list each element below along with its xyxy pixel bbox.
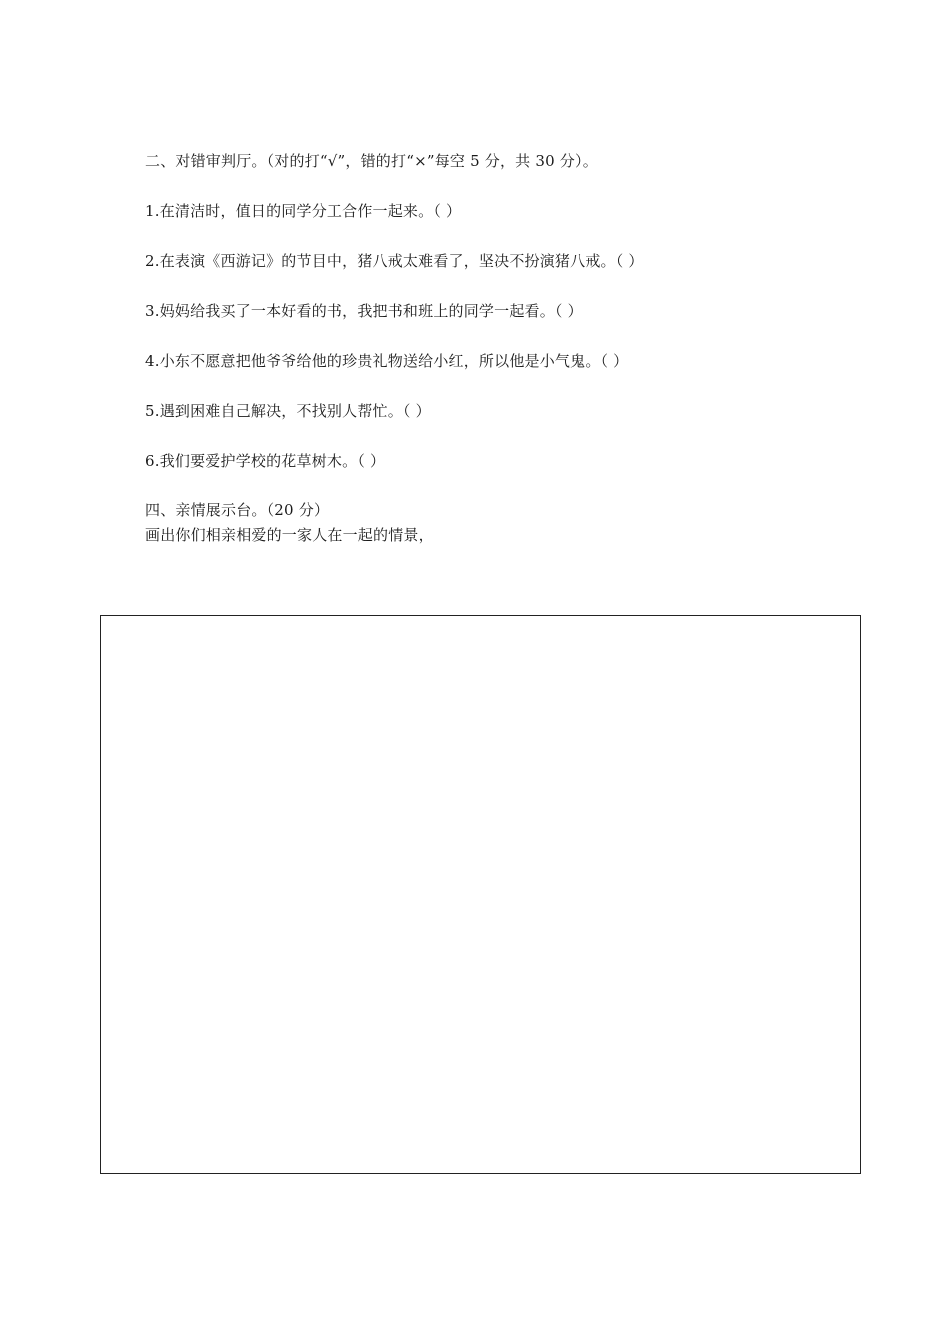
section-two-heading: 二、对错审判厅。（对的打“√”，错的打“×”每空 5 分，共 30 分）。 <box>145 152 598 170</box>
question-4: 4.小东不愿意把他爷爷给他的珍贵礼物送给小红，所以他是小气鬼。（ ） <box>145 352 629 370</box>
question-2: 2.在表演《西游记》的节目中，猪八戒太难看了，坚决不扮演猪八戒。（ ） <box>145 252 644 270</box>
question-1: 1.在清洁时，值日的同学分工合作一起来。（ ） <box>145 202 462 220</box>
question-5: 5.遇到困难自己解决，不找别人帮忙。（ ） <box>145 402 431 420</box>
question-3: 3.妈妈给我买了一本好看的书，我把书和班上的同学一起看。（ ） <box>145 302 583 320</box>
drawing-area[interactable] <box>100 615 861 1174</box>
section-four-heading: 四、亲情展示台。（20 分） <box>145 501 330 519</box>
section-four-instruction: 画出你们相亲相爱的一家人在一起的情景， <box>145 526 434 544</box>
question-6: 6.我们要爱护学校的花草树木。（ ） <box>145 452 386 470</box>
